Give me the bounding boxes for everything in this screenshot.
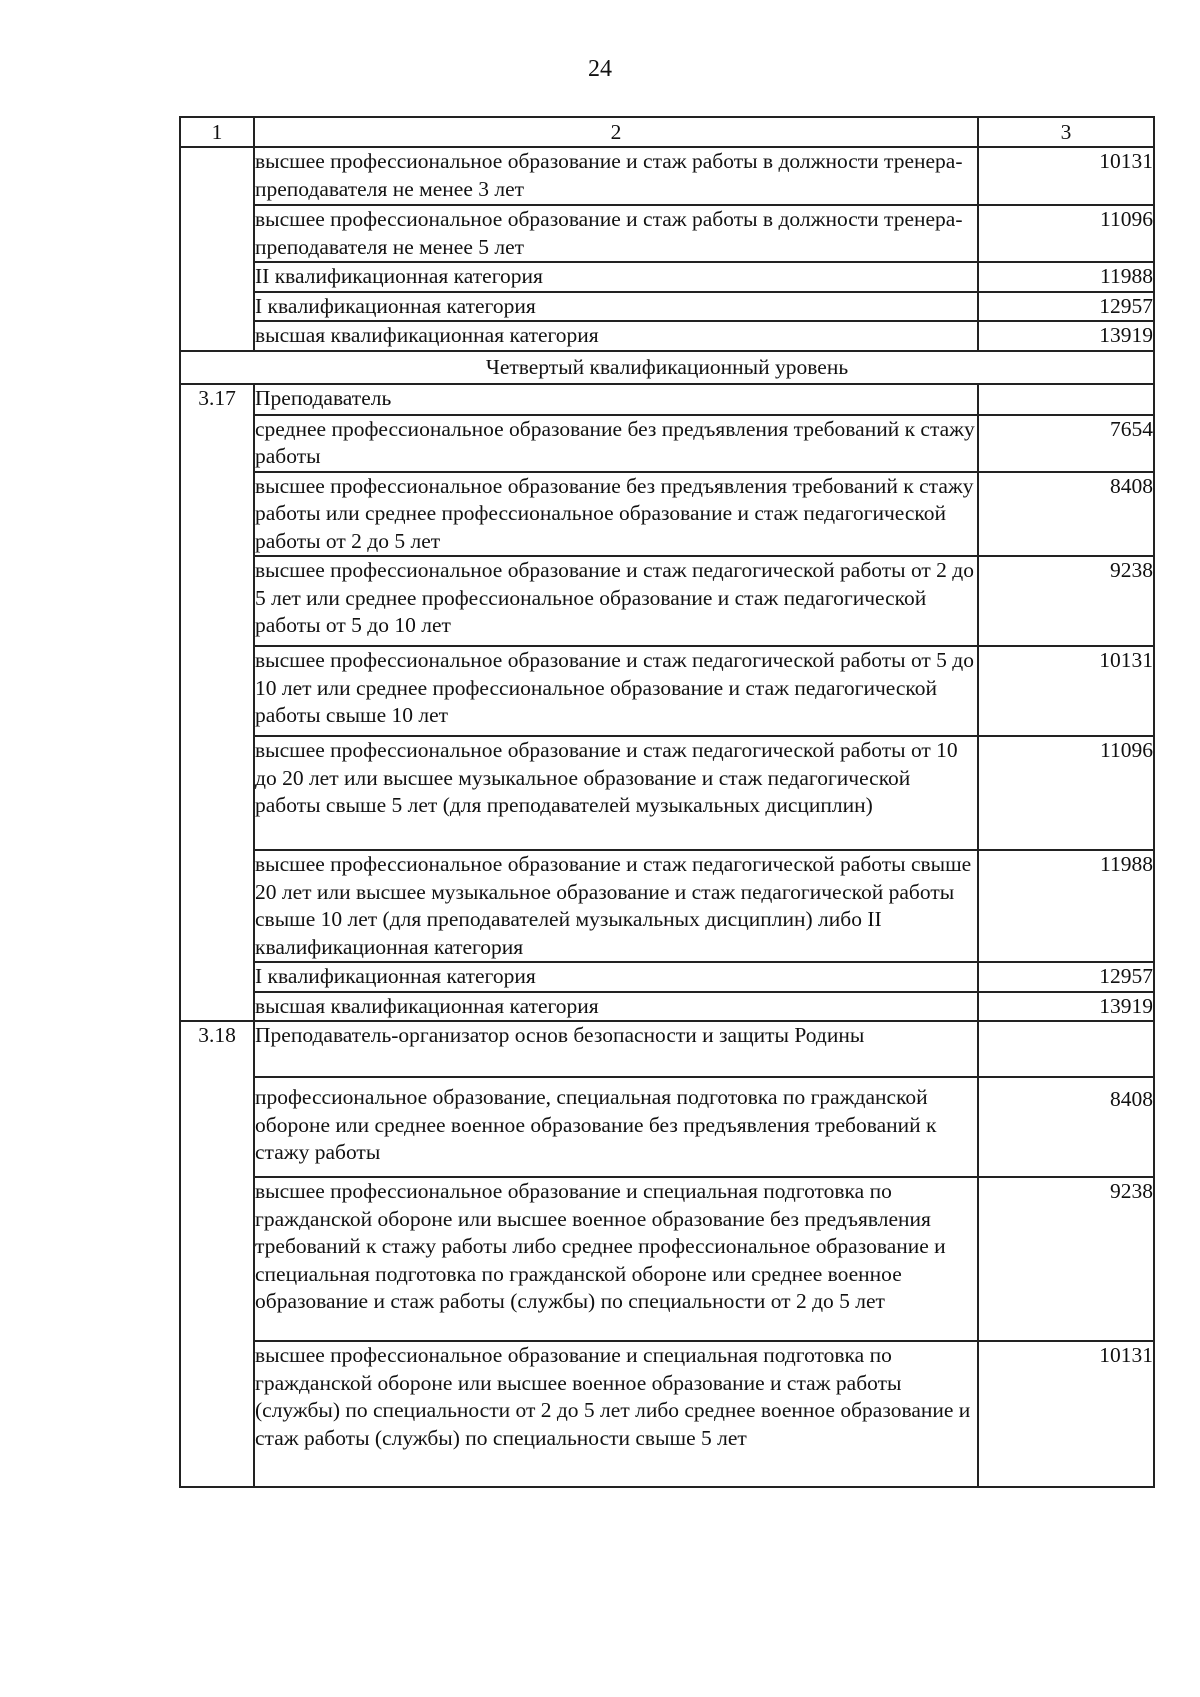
table-row: [180, 556, 1154, 646]
requirement-cell: среднее профессиональное образование без предъявления требований к стажу работы: [254, 415, 978, 472]
requirement-cell: высшее профессиональное образование и специальная подготовка по гражданской обороне или высшее военное образование без предъявления требований к стажу работы либо среднее профессиональное образование и специальная подготовка по гражданской обороне или среднее военное образование и стаж работы (службы) по специальности от 2 до 5 лет: [254, 1177, 978, 1341]
requirement-cell: высшее профессиональное образование и стаж педагогической работы свыше 20 лет или высшее музыкальное образование и стаж педагогической работы свыше 10 лет (для преподавателей музыкальных дисциплин) либо II квалификационная категория: [254, 850, 978, 962]
table-row: [180, 1077, 1154, 1177]
salary-cell: 7654: [978, 415, 1154, 472]
salary-cell: 8408: [978, 472, 1154, 557]
requirement-cell: высшее профессиональное образование и стаж работы в должности тренера-преподавателя не менее 5 лет: [254, 205, 978, 262]
requirement-cell: профессиональное образование, специальная подготовка по гражданской обороне или среднее военное образование без предъявления требований к стажу работы: [254, 1077, 978, 1177]
salary-cell: 11096: [978, 736, 1154, 850]
table-row: [180, 262, 1154, 292]
salary-cell: [978, 384, 1154, 415]
section-title: Четвертый квалификационный уровень: [180, 351, 1154, 384]
salary-cell: [978, 1021, 1154, 1077]
table-header-row: [180, 117, 1154, 147]
requirement-cell: высшее профессиональное образование и стаж педагогической работы от 10 до 20 лет или высшее музыкальное образование и стаж педагогической работы свыше 5 лет (для преподавателей музыкальных дисциплин): [254, 736, 978, 850]
salary-cell: 10131: [978, 1341, 1154, 1487]
position-title: Преподаватель: [254, 384, 978, 415]
salary-cell: 10131: [978, 147, 1154, 205]
salary-cell: 13919: [978, 321, 1154, 351]
table-row: [180, 292, 1154, 322]
column-header-1: 1: [180, 117, 254, 147]
page-number: 24: [588, 56, 612, 82]
table-row: [180, 1341, 1154, 1487]
requirement-cell: высшее профессиональное образование без предъявления требований к стажу работы или среднее профессиональное образование и стаж педагогической работы от 2 до 5 лет: [254, 472, 978, 557]
table-row: [180, 850, 1154, 962]
salary-cell: 11096: [978, 205, 1154, 262]
salary-cell: 9238: [978, 556, 1154, 646]
table-row: [180, 962, 1154, 992]
requirement-cell: I квалификационная категория: [254, 292, 978, 322]
salary-cell: 10131: [978, 646, 1154, 736]
salary-cell: 11988: [978, 262, 1154, 292]
requirement-cell: высшее профессиональное образование и стаж педагогической работы от 2 до 5 лет или среднее профессиональное образование и стаж педагогической работы от 5 до 10 лет: [254, 556, 978, 646]
salary-cell: 11988: [978, 850, 1154, 962]
item-number-cell: 3.17: [180, 384, 254, 1022]
requirement-cell: высшее профессиональное образование и стаж работы в должности тренера-преподавателя не менее 3 лет: [254, 147, 978, 205]
table-row: [180, 646, 1154, 736]
requirement-cell: I квалификационная категория: [254, 962, 978, 992]
table-row: [180, 321, 1154, 351]
section-row: [180, 351, 1154, 384]
item-number-cell: 3.18: [180, 1021, 254, 1487]
requirement-cell: высшее профессиональное образование и стаж педагогической работы от 5 до 10 лет или среднее профессиональное образование и стаж педагогической работы свыше 10 лет: [254, 646, 978, 736]
salary-cell: 13919: [978, 992, 1154, 1022]
salary-cell: 12957: [978, 962, 1154, 992]
table-row: [180, 147, 1154, 205]
salary-cell: 8408: [978, 1077, 1154, 1177]
requirement-cell: высшая квалификационная категория: [254, 992, 978, 1022]
table-row: [180, 1021, 1154, 1077]
table-row: [180, 736, 1154, 850]
item-number-cell: [180, 147, 254, 351]
salary-table: [179, 116, 1155, 1488]
table-row: [180, 992, 1154, 1022]
requirement-cell: высшее профессиональное образование и специальная подготовка по гражданской обороне или высшее военное образование и стаж работы (службы) по специальности от 2 до 5 лет либо среднее военное образование и стаж работы (службы) по специальности свыше 5 лет: [254, 1341, 978, 1487]
column-header-2: 2: [254, 117, 978, 147]
table-row: [180, 1177, 1154, 1341]
table-row: [180, 384, 1154, 415]
requirement-cell: высшая квалификационная категория: [254, 321, 978, 351]
position-title: Преподаватель-организатор основ безопасности и защиты Родины: [254, 1021, 978, 1077]
table-row: [180, 472, 1154, 557]
table-row: [180, 415, 1154, 472]
table-row: [180, 205, 1154, 262]
requirement-cell: II квалификационная категория: [254, 262, 978, 292]
salary-cell: 12957: [978, 292, 1154, 322]
salary-cell: 9238: [978, 1177, 1154, 1341]
column-header-3: 3: [978, 117, 1154, 147]
